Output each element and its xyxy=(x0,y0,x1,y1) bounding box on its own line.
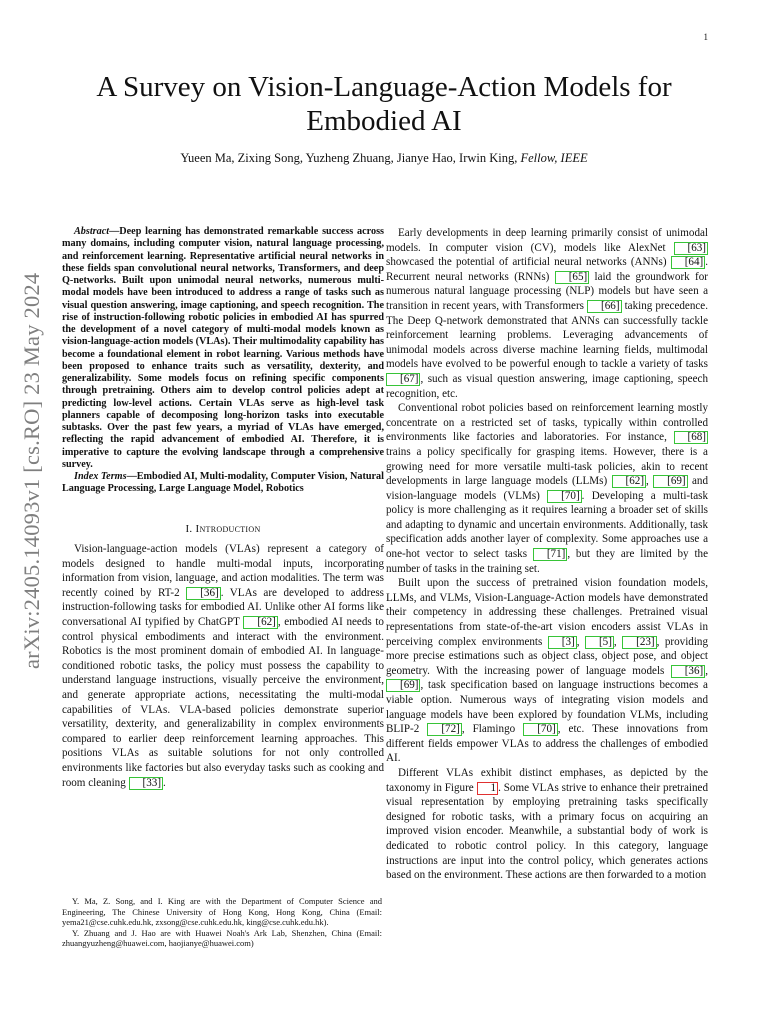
title-line-2: Embodied AI xyxy=(306,105,462,137)
author-names: Yueen Ma, Zixing Song, Yuzheng Zhuang, Jianye Hao, Irwin King, xyxy=(180,151,518,165)
citation-link[interactable]: [36] xyxy=(186,587,220,600)
right-paragraph-1 xyxy=(386,226,708,401)
section-name: Introduction xyxy=(195,522,261,535)
text-run: , xyxy=(705,664,708,677)
author-fellow: Fellow, IEEE xyxy=(520,151,588,165)
text-run: , such as visual question answering, image captioning, speech recognition, etc. xyxy=(386,372,708,400)
citation-link[interactable]: [71] xyxy=(533,548,567,561)
citation-link[interactable]: [3] xyxy=(548,636,577,649)
citation-link[interactable]: [33] xyxy=(129,777,163,790)
text-run: , xyxy=(646,475,654,488)
citation-link[interactable]: [65] xyxy=(555,271,589,284)
text-run: , xyxy=(576,635,585,648)
text-run: . VLAs are developed to address instruction-following tasks for embodied AI. Unlike other AI forms like conversational AI typified by ChatGPT xyxy=(62,586,384,629)
right-paragraph-4 xyxy=(386,766,708,883)
arxiv-stamp-text: arXiv:2405.14093v1 [cs.RO] 23 May 2024 xyxy=(19,272,44,669)
text-run: . Recurrent neural networks (RNNs) xyxy=(386,256,708,283)
author-list xyxy=(60,151,708,166)
text-run: laid the groundwork for numerous natural language processing (NLP) models but have seen a transition in recent years, with Transformers xyxy=(386,270,708,312)
text-run: Vision-language-action models (VLAs) represent a category of models designed to handle multi-modal inputs, incorporating information from vision, language, and action modalities. The term was recently coined by RT-2 xyxy=(62,543,384,599)
citation-link[interactable]: [66] xyxy=(587,300,621,313)
citation-link[interactable]: [72] xyxy=(427,723,461,736)
citation-link[interactable]: [70] xyxy=(523,723,557,736)
index-terms-lead: Index Terms xyxy=(74,471,127,482)
text-run: Conventional robot policies based on reinforcement learning mostly concentrate on a restricted set of tasks, typically within controlled environments like factories and laboratories. For instance, xyxy=(386,402,708,444)
text-run: . Some VLAs strive to enhance their pretrained visual representation by employing pretraining tasks specifically designed for robotic tasks, with a primary focus on acquiring an improved vision encoder. Meanwhile, a substantial body of work is dedicated to robotic control policy. In this category, language instructions are input into the control policy, which generates actions based on the environment. These actions are then forwarded to a motion xyxy=(386,781,708,882)
title-line-1: A Survey on Vision-Language-Action Models for xyxy=(96,71,672,103)
citation-link[interactable]: [62] xyxy=(612,475,646,488)
citation-link[interactable]: [64] xyxy=(671,256,705,269)
right-paragraph-3 xyxy=(386,576,708,766)
citation-link[interactable]: [36] xyxy=(671,665,705,678)
section-numeral: I. xyxy=(185,522,193,535)
citation-link[interactable]: [67] xyxy=(386,373,420,386)
text-run: , but they are limited by the number of tasks in the training set. xyxy=(386,548,708,575)
abstract xyxy=(62,226,384,471)
text-run: taking precedence. The Deep Q-network demonstrated that ANNs can successfully tackle reinforcement learning problems. Leveraging advancements of unimodal models across diverse machine learning fields, multimodal models have evolved to be powerful enough to tackle a variety of tasks xyxy=(386,299,709,371)
text-run: , xyxy=(613,635,623,648)
citation-link[interactable]: [69] xyxy=(653,475,687,488)
citation-link[interactable]: [70] xyxy=(547,490,581,503)
text-run: . Developing a multi-task policy is more challenging as it requires learning a broader set of skills and adapting to dynamic and uncertain environments. Additionally, task specification adds another layer of complexity. Some approaches use a one-hot vector to select tasks xyxy=(386,489,708,561)
index-terms xyxy=(62,471,384,496)
arxiv-stamp xyxy=(18,265,46,669)
citation-link[interactable]: [23] xyxy=(622,636,656,649)
footnotes xyxy=(62,896,382,949)
text-run: . xyxy=(163,776,166,789)
figure-link[interactable]: 1 xyxy=(477,782,499,795)
right-paragraph-2 xyxy=(386,401,708,576)
text-run: trains a policy specifically for grasping items. However, there is a growing need for more versatile multi-task policies, akin to recent developments in large language models (LLMs) xyxy=(386,445,708,488)
left-column xyxy=(62,226,384,790)
intro-paragraph-1 xyxy=(62,542,384,790)
citation-link[interactable]: [68] xyxy=(674,431,708,444)
text-run: , Flamingo xyxy=(461,723,524,736)
page-number: 1 xyxy=(703,32,708,42)
paper-title xyxy=(60,70,708,138)
text-run: Built upon the success of pretrained vision foundation models, LLMs, and VLMs, Vision-Language-Action models have demonstrated their competency in addressing these challenges. Pretrained visual representations from state-of-the-art vision encoders assist VLAs in perceiving complex environments xyxy=(386,577,708,648)
footnote-1: Y. Ma, Z. Song, and I. King are with the Department of Computer Science and Engineering, The Chinese University of Hong Kong, Hong Kong, China (Email: yema21@cse.cuhk.edu.hk, zxsong@cse.cuhk.edu.hk, king@cse.cuhk.edu.hk). xyxy=(62,896,382,928)
index-terms-text: —Embodied AI, Multi-modality, Computer Vision, Natural Language Processing, Large Language Model, Robotics xyxy=(62,471,384,495)
footnote-2: Y. Zhuang and J. Hao are with Huawei Noah's Ark Lab, Shenzhen, China (Email: zhuangyuzheng@huawei.com, haojianye@huawei.com) xyxy=(62,927,382,949)
abstract-lead: Abstract xyxy=(74,226,110,237)
citation-link[interactable]: [63] xyxy=(674,242,708,255)
text-run: Different VLAs exhibit distinct emphases, as depicted by the taxonomy in Figure xyxy=(386,766,708,794)
text-run: and vision-language models (VLMs) xyxy=(386,475,708,502)
text-run: , providing more precise estimations such as object class, object pose, and object geometry. With the increasing power of language models xyxy=(386,635,708,677)
citation-link[interactable]: [5] xyxy=(585,636,614,649)
citation-link[interactable]: [62] xyxy=(243,616,277,629)
citation-link[interactable]: [69] xyxy=(386,679,420,692)
text-run: , task specification based on language instructions becomes a viable option. Numerous ways of integrating vision models and language models have been explored by foundation VLMs, including BLIP-2 xyxy=(386,679,708,736)
text-run: showcased the potential of artificial neural networks (ANNs) xyxy=(386,256,671,269)
text-run: Early developments in deep learning primarily consist of unimodal models. In computer vision (CV), models like AlexNet xyxy=(386,227,708,254)
abstract-text: —Deep learning has demonstrated remarkable success across many domains, including computer vision, natural language processing, and reinforcement learning. Representative artificial neural networks in these fields span convolutional neural networks, Transformers, and deep Q-networks. Built upon unimodal neural networks, numerous multi-modal models have been introduced to address a range of tasks such as visual question answering, image captioning, and speech recognition. The rise of instruction-following robotic policies in embodied AI has spurred the development of a novel category of multi-modal models known as vision-language-action models (VLAs). Their multimodality capability has become a foundational element in robot learning. Various methods have been proposed to enhance traits such as versatility, dexterity, and generalizability. Some models focus on refining specific components through pretraining. Others aim to develop control policies adept at predicting low-level actions. Certain VLAs serve as high-level task planners capable of decomposing long-horizon tasks into executable subtasks. Over the past few years, a myriad of VLAs have emerged, reflecting the rapid advancement of embodied AI. Therefore, it is imperative to capture the evolving landscape through a comprehensive survey. xyxy=(62,226,384,470)
text-run: , embodied AI needs to control physical embodiments and interact with the environment. Robotics is the most prominent domain of embodied AI. In language-conditioned robotic tasks, the policy must possess the capability to understand language instructions, visually perceive the environment, and generate appropriate actions, necessitating the multi-modal capabilities of VLAs. VLA-based policies demonstrate superior versatility, dexterity, and generalizability in complex environments compared to earlier deep reinforcement learning approaches. This positions VLAs as suitable solutions for not only controlled environments like factories but also everyday tasks such as cooking and room cleaning xyxy=(62,616,384,789)
right-column xyxy=(386,226,708,883)
section-heading-introduction xyxy=(62,522,384,537)
text-run: , etc. These innovations from different fields empower VLAs to address the challenges of embodied AI. xyxy=(386,723,708,765)
